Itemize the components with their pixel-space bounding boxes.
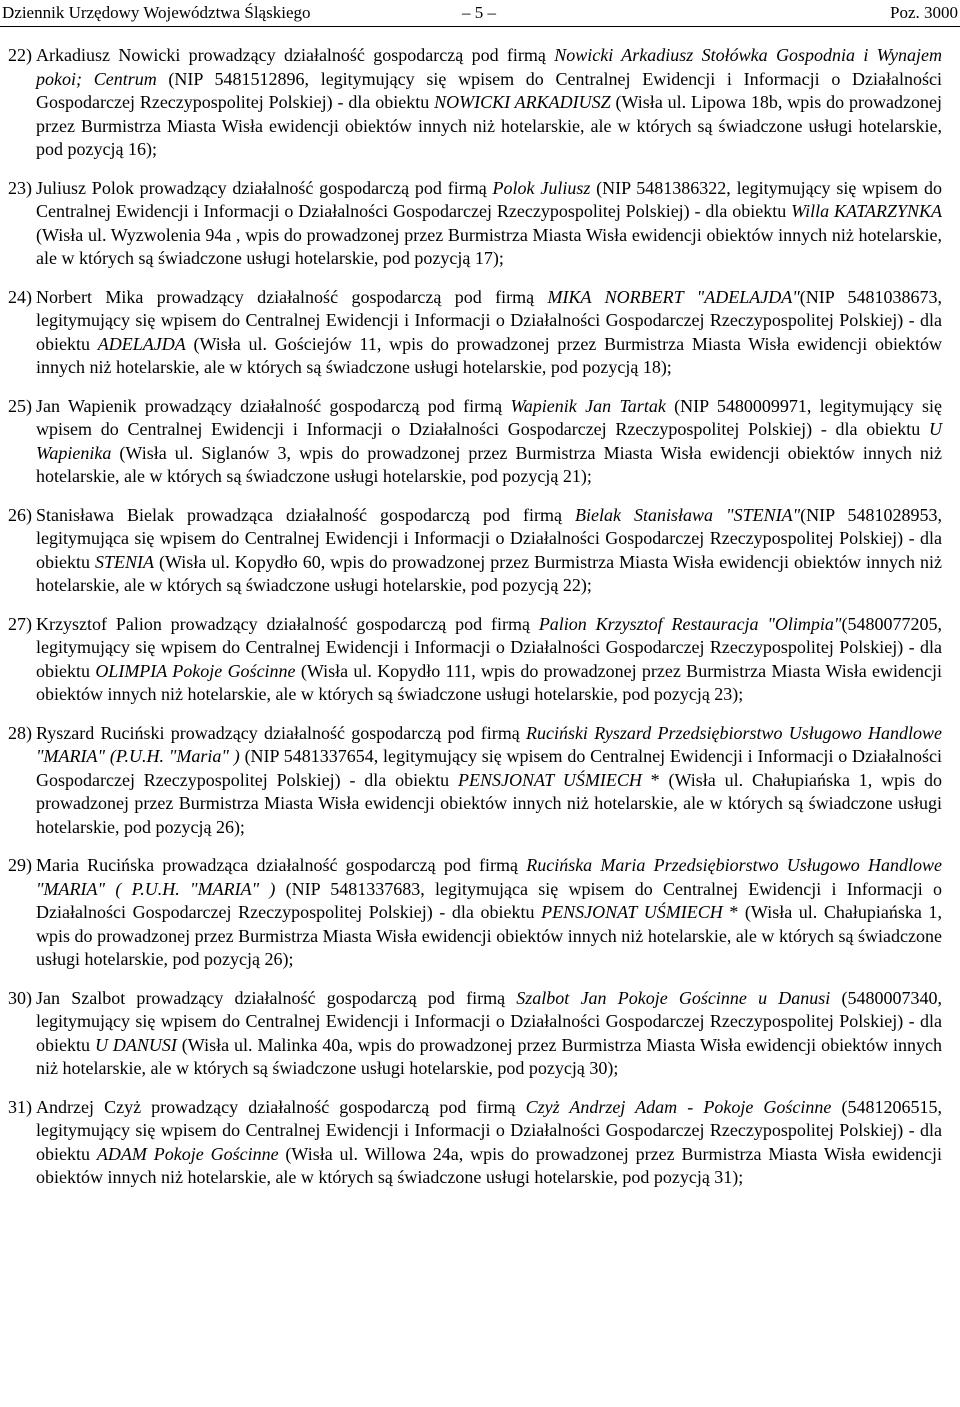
list-item bbox=[0, 177, 960, 271]
page-number: – 5 – bbox=[462, 3, 496, 22]
entry-text: (NIP 5480009971, legitymujący się wpisem do Centralnej Ewidencji i Informacji o Działalności Gospodarczej Rzeczypospolitej Polskiej) - dla obiektu bbox=[36, 395, 942, 439]
entry-text: (Wisła ul. Kopydło 111, wpis do prowadzonej przez Burmistrza Miasta Wisła ewidencji obiektów innych niż hotelarskie, ale w których są świadczone usługi hotelarskie, pod pozycją 23); bbox=[36, 660, 942, 704]
entry-text: Norbert Mika prowadzący działalność gospodarczą pod firmą bbox=[36, 286, 548, 307]
entry-number: 25) bbox=[8, 395, 32, 416]
entry-number: 31) bbox=[8, 1096, 32, 1117]
entry-number: 29) bbox=[8, 855, 32, 875]
entry-text: (Wisła ul. Lipowa 18b, wpis do prowadzonej przez Burmistrza Miasta Wisła ewidencji obiektów innych niż hotelarskie, ale w których są świadczone usługi hotelarskie, pod pozycją 16); bbox=[36, 92, 942, 159]
entry-text: (Wisła ul. Gościejów 11, wpis do prowadzonej przez Burmistrza Miasta Wisła ewidencji obiektów innych niż hotelarskie, ale w których są świadczone usługi hotelarskie, pod pozycją 18); bbox=[36, 333, 943, 377]
entry-text: (NIP 5481337683, legitymująca się wpisem do Centralnej Ewidencji i Informacji o Działalności Gospodarczej Rzeczypospolitej Polskiej) - dla obiektu bbox=[36, 878, 942, 922]
list-item bbox=[0, 286, 960, 380]
entry-text: (Wisła ul. Kopydło 60, wpis do prowadzonej przez Burmistrza Miasta Wisła ewidencji obiektów innych niż hotelarskie, ale w których są świadczone usługi hotelarskie, pod pozycją 22); bbox=[36, 551, 942, 595]
entry-text: (NIP 5481512896, legitymujący się wpisem do Centralnej Ewidencji i Informacji o Działalności Gospodarczej Rzeczypospolitej Polskiej) - dla obiektu bbox=[36, 68, 942, 112]
entry-text: (NIP 5481337654, legitymujący się wpisem do Centralnej Ewidencji i Informacji o Działalności Gospodarczej Rzeczypospolitej Polskiej) - dla obiektu bbox=[36, 746, 942, 790]
entry-text: (5481206515, legitymujący się wpisem do Centralnej Ewidencji i Informacji o Działalności Gospodarczej Rzeczypospolitej Polskiej) - dla obiektu bbox=[36, 1096, 943, 1164]
entry-text: (Wisła ul. Wyzwolenia 94a , wpis do prowadzonej przez Burmistrza Miasta Wisła ewidencji obiektów innych niż hotelarskie, ale w których są świadczone usługi hotelarskie, pod pozycją 17); bbox=[36, 224, 942, 268]
firm-name: Polok Juliusz bbox=[492, 177, 591, 198]
entry-text: (NIP 5481028953, legitymująca się wpisem do Centralnej Ewidencji i Informacji o Działalności Gospodarczej Rzeczypospolitej Polskiej) - dla obiektu bbox=[36, 504, 942, 572]
entry-text: Arkadiusz Nowicki prowadzący działalność gospodarczą pod firmą bbox=[36, 45, 555, 65]
firm-name: MIKA NORBERT "ADELAJDA" bbox=[547, 286, 800, 307]
firm-name: Ruciński Ryszard Przedsiębiorstwo Usługowo Handlowe "MARIA" (P.U.H. "Maria" ) bbox=[36, 722, 942, 766]
object-name: Willa KATARZYNKA bbox=[791, 201, 943, 221]
entry-number: 22) bbox=[8, 45, 32, 65]
entry-number: 23) bbox=[8, 177, 32, 198]
position-number: Poz. 3000 bbox=[890, 3, 958, 22]
entry-text: (5480007340, legitymujący się wpisem do Centralnej Ewidencji i Informacji o Działalności Gospodarczej Rzeczypospolitej Polskiej) - dla obiektu bbox=[36, 987, 942, 1055]
entry-text: (Wisła ul. Malinka 40a, wpis do prowadzonej przez Burmistrza Miasta Wisła ewidencji obiektów innych niż hotelarskie, ale w których są świadczone usługi hotelarskie, pod pozycją 30); bbox=[36, 1034, 942, 1078]
entry-text: Jan Wapienik prowadzący działalność gospodarczą pod firmą bbox=[36, 395, 511, 416]
entry-text: Maria Rucińska prowadząca działalność gospodarczą pod firmą bbox=[36, 855, 527, 875]
entry-text: (Wisła ul. Willowa 24a, wpis do prowadzonej przez Burmistrza Miasta Wisła ewidencji obiektów innych niż hotelarskie, ale w których są świadczone usługi hotelarskie, pod pozycją 31); bbox=[36, 1143, 942, 1187]
page-header bbox=[0, 0, 960, 27]
firm-name: Wapienik Jan Tartak bbox=[510, 395, 666, 416]
firm-name: Rucińska Maria Przedsiębiorstwo Usługowo Handlowe "MARIA" ( P.U.H. "MARIA" ) bbox=[36, 855, 942, 899]
entry-text: Ryszard Ruciński prowadzący działalność gospodarczą pod firmą bbox=[36, 722, 526, 743]
entry-text: (Wisła ul. Siglanów 3, wpis do prowadzonej przez Burmistrza Miasta Wisła ewidencji obiektów innych niż hotelarskie, ale w których są świadczone usługi hotelarskie, pod pozycją 21); bbox=[36, 442, 942, 486]
firm-name: Szalbot Jan Pokoje Gościnne u Danusi bbox=[516, 987, 831, 1008]
list-item bbox=[0, 722, 960, 840]
entry-text: Juliusz Polok prowadzący działalność gospodarczą pod firmą bbox=[36, 177, 493, 198]
object-name: STENIA bbox=[95, 551, 155, 572]
entry-number: 30) bbox=[8, 987, 32, 1008]
object-name: U DANUSI bbox=[94, 1034, 177, 1055]
list-item bbox=[0, 613, 960, 707]
list-item bbox=[0, 395, 960, 489]
object-name: PENSJONAT UŚMIECH bbox=[541, 902, 723, 922]
object-name: U Wapienika bbox=[36, 419, 942, 463]
entry-text: (5480077205, legitymujący się wpisem do Centralnej Ewidencji i Informacji o Działalności Gospodarczej Rzeczypospolitej Polskiej) - dla obiektu bbox=[36, 613, 942, 681]
entry-number: 26) bbox=[8, 504, 32, 525]
journal-title: Dziennik Urzędowy Województwa Śląskiego bbox=[2, 3, 311, 22]
firm-name: Czyż Andrzej Adam - Pokoje Gościnne bbox=[525, 1096, 832, 1117]
entry-text: Stanisława Bielak prowadząca działalność gospodarczą pod firmą bbox=[36, 504, 575, 525]
firm-name: Bielak Stanisława "STENIA" bbox=[574, 504, 801, 525]
entry-number: 27) bbox=[8, 613, 32, 634]
entry-number: 28) bbox=[8, 722, 32, 743]
object-name: NOWICKI ARKADIUSZ bbox=[434, 92, 611, 112]
list-item bbox=[0, 44, 960, 162]
object-name: ADAM Pokoje Gościnne bbox=[96, 1143, 279, 1164]
entry-text: (NIP 5481386322, legitymujący się wpisem do Centralnej Ewidencji i Informacji o Działalności Gospodarczej Rzeczypospolitej Polskiej) - dla obiektu bbox=[36, 177, 942, 221]
list-item bbox=[0, 987, 960, 1081]
object-name: PENSJONAT UŚMIECH bbox=[457, 769, 642, 790]
entry-text: Krzysztof Palion prowadzący działalność gospodarczą pod firmą bbox=[36, 613, 539, 634]
list-item bbox=[0, 504, 960, 598]
firm-name: Nowicki Arkadiusz Stołówka Gospodnia i Wynajem pokoi; Centrum bbox=[36, 45, 942, 89]
firm-name: Palion Krzysztof Restauracja "Olimpia" bbox=[538, 613, 842, 634]
entry-list bbox=[0, 44, 960, 1205]
list-item bbox=[0, 854, 960, 972]
entry-text: Andrzej Czyż prowadzący działalność gospodarczą pod firmą bbox=[36, 1096, 526, 1117]
entry-text: Jan Szalbot prowadzący działalność gospodarczą pod firmą bbox=[36, 987, 517, 1008]
entry-text: * (Wisła ul. Chałupiańska 1, wpis do prowadzonej przez Burmistrza Miasta Wisła ewidencji obiektów innych niż hotelarskie, ale w których są świadczone usługi hotelarskie, pod pozycją 26); bbox=[36, 769, 942, 837]
object-name: OLIMPIA Pokoje Gościnne bbox=[95, 660, 296, 681]
entry-text: * (Wisła ul. Chałupiańska 1, wpis do prowadzonej przez Burmistrza Miasta Wisła ewidencji obiektów innych niż hotelarskie, ale w których są świadczone usługi hotelarskie, pod pozycją 26); bbox=[36, 902, 942, 969]
entry-text: (NIP 5481038673, legitymujący się wpisem do Centralnej Ewidencji i Informacji o Działalności Gospodarczej Rzeczypospolitej Polskiej) - dla obiektu bbox=[36, 286, 942, 354]
object-name: ADELAJDA bbox=[97, 333, 186, 354]
list-item bbox=[0, 1096, 960, 1190]
entry-number: 24) bbox=[8, 286, 32, 307]
